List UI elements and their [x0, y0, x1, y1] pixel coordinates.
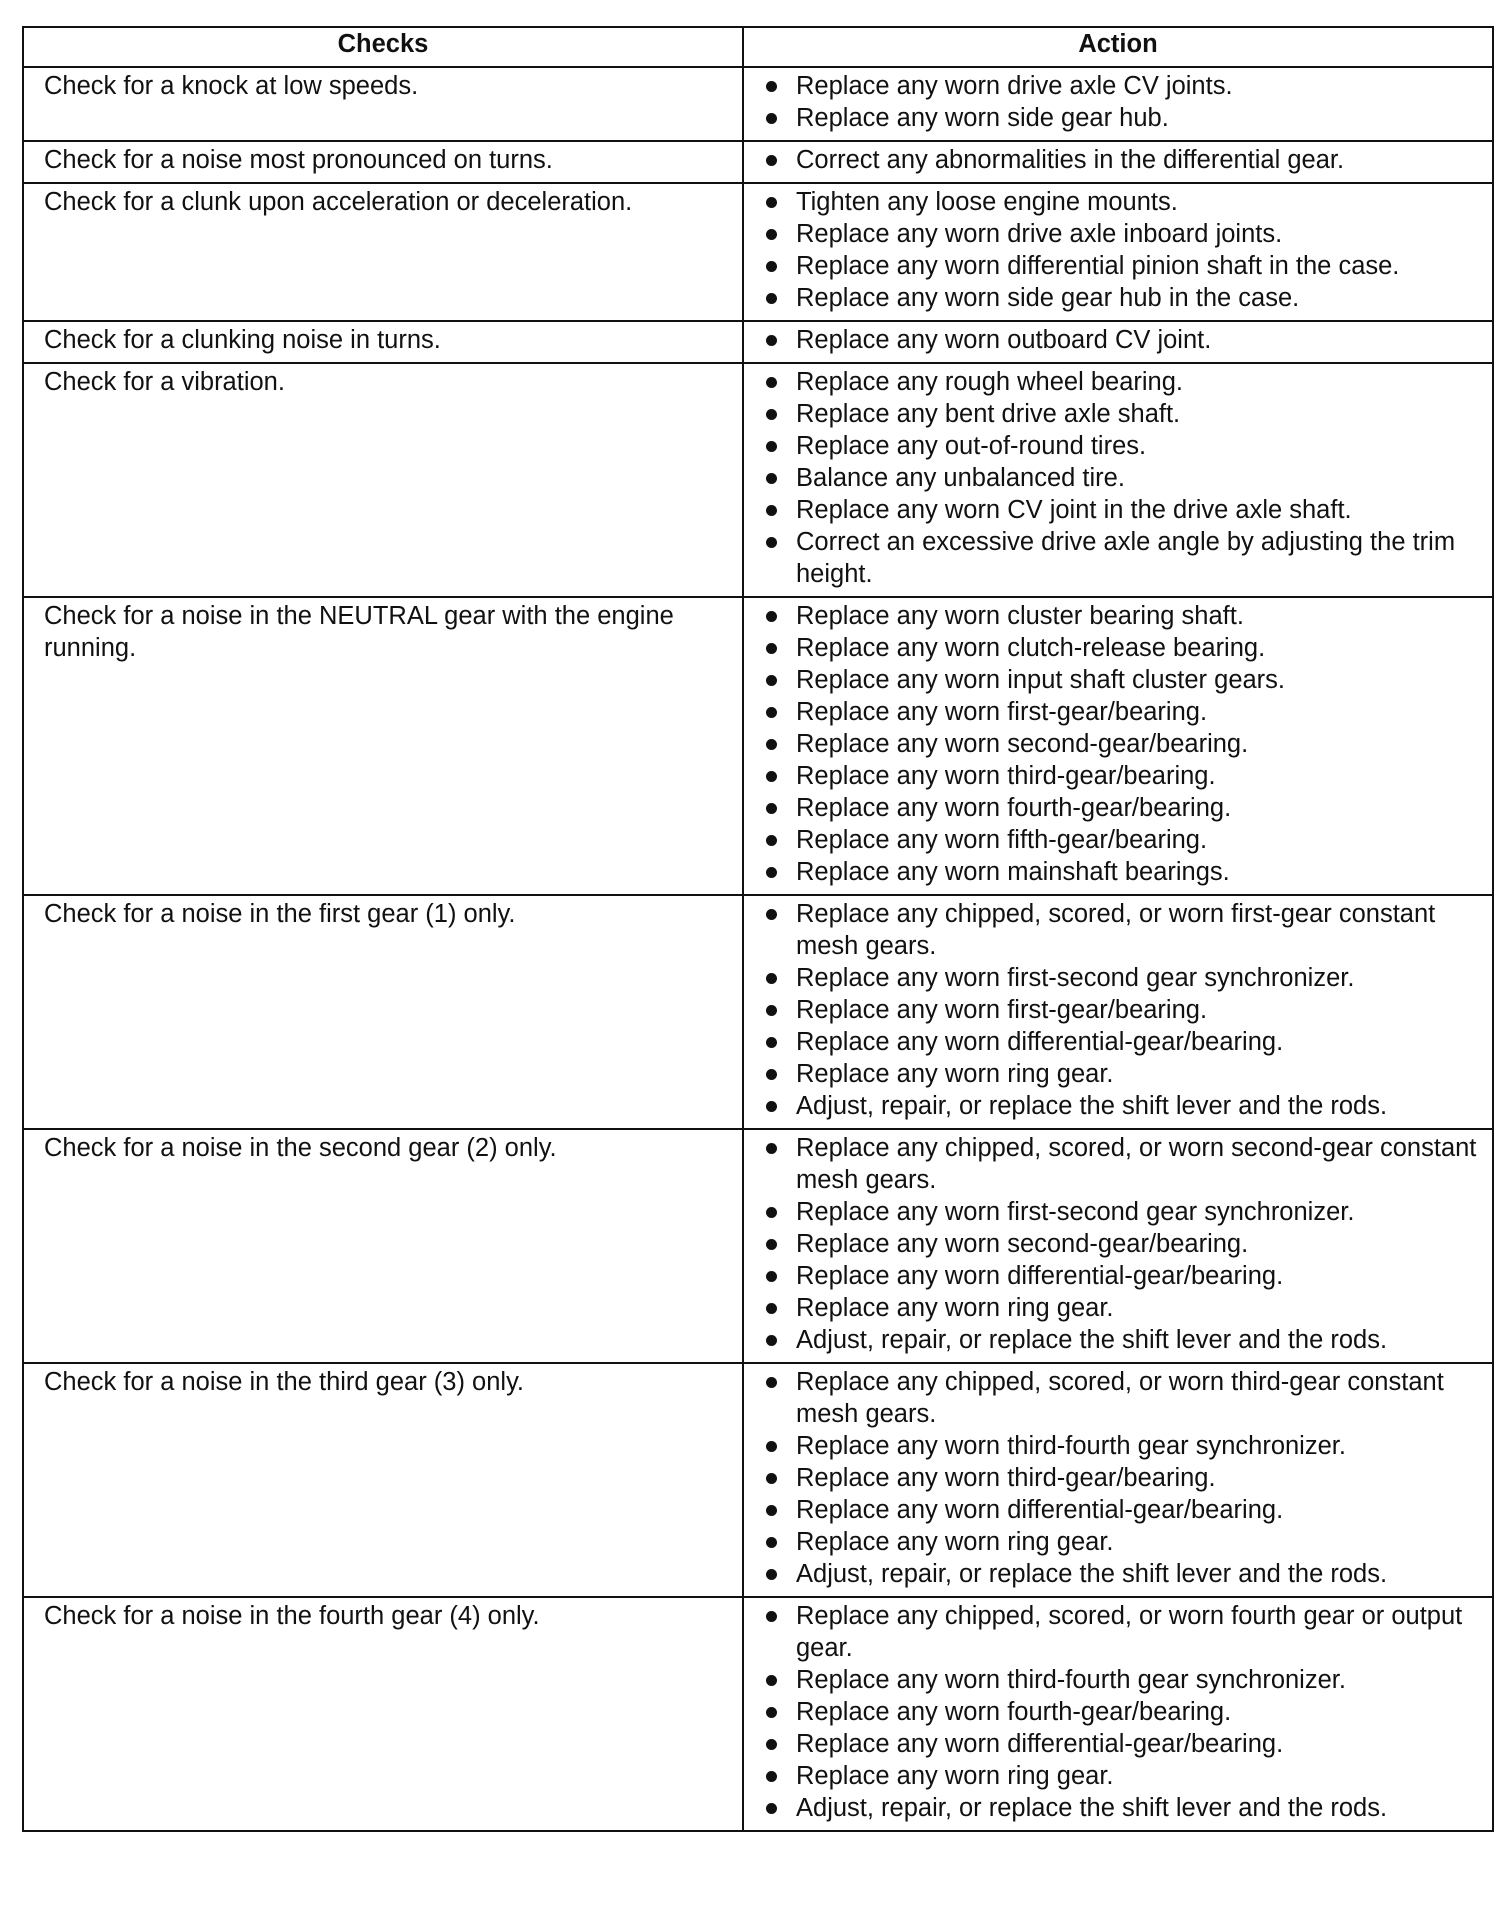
action-item: Replace any worn outboard CV joint.: [762, 324, 1482, 356]
action-item: Replace any worn drive axle inboard joints.: [762, 218, 1482, 250]
action-item: Replace any worn side gear hub in the case.: [762, 282, 1482, 314]
action-item: Replace any chipped, scored, or worn fourth gear or output gear.: [762, 1600, 1482, 1664]
action-item: Correct an excessive drive axle angle by adjusting the trim height.: [762, 526, 1482, 590]
action-cell: [743, 183, 1493, 321]
action-item: Replace any worn first-gear/bearing.: [762, 994, 1482, 1026]
action-item: Replace any worn drive axle CV joints.: [762, 70, 1482, 102]
header-checks: Checks: [23, 27, 743, 67]
action-item: Replace any worn first-second gear synchronizer.: [762, 962, 1482, 994]
action-item: Replace any worn first-second gear synchronizer.: [762, 1196, 1482, 1228]
action-item: Replace any worn differential pinion shaft in the case.: [762, 250, 1482, 282]
header-row: [23, 27, 1493, 67]
check-cell: Check for a knock at low speeds.: [23, 67, 743, 141]
action-item: Replace any worn clutch-release bearing.: [762, 632, 1482, 664]
action-list: [762, 898, 1482, 1122]
check-cell: Check for a noise in the fourth gear (4) only.: [23, 1597, 743, 1831]
action-list: [762, 324, 1482, 356]
action-item: Adjust, repair, or replace the shift lever and the rods.: [762, 1558, 1482, 1590]
action-list: [762, 600, 1482, 888]
action-item: Replace any worn third-fourth gear synchronizer.: [762, 1430, 1482, 1462]
action-cell: [743, 67, 1493, 141]
action-list: [762, 144, 1482, 176]
diagnostic-table-container: [22, 26, 1492, 1832]
action-item: Adjust, repair, or replace the shift lever and the rods.: [762, 1324, 1482, 1356]
table-row: [23, 183, 1493, 321]
action-item: Replace any worn fifth-gear/bearing.: [762, 824, 1482, 856]
table-row: [23, 321, 1493, 363]
table-row: [23, 67, 1493, 141]
action-item: Replace any worn cluster bearing shaft.: [762, 600, 1482, 632]
action-item: Balance any unbalanced tire.: [762, 462, 1482, 494]
action-list: [762, 1600, 1482, 1824]
action-list: [762, 1132, 1482, 1356]
action-item: Replace any worn ring gear.: [762, 1058, 1482, 1090]
action-item: Replace any worn fourth-gear/bearing.: [762, 792, 1482, 824]
action-item: Replace any rough wheel bearing.: [762, 366, 1482, 398]
action-item: Replace any chipped, scored, or worn second-gear constant mesh gears.: [762, 1132, 1482, 1196]
action-item: Replace any worn ring gear.: [762, 1526, 1482, 1558]
action-cell: [743, 1363, 1493, 1597]
action-list: [762, 186, 1482, 314]
action-item: Replace any worn CV joint in the drive axle shaft.: [762, 494, 1482, 526]
action-item: Replace any worn differential-gear/bearing.: [762, 1026, 1482, 1058]
action-item: Replace any worn first-gear/bearing.: [762, 696, 1482, 728]
table-row: [23, 1597, 1493, 1831]
check-cell: Check for a noise in the second gear (2) only.: [23, 1129, 743, 1363]
action-list: [762, 70, 1482, 134]
action-cell: [743, 321, 1493, 363]
action-item: Replace any out-of-round tires.: [762, 430, 1482, 462]
action-item: Replace any worn input shaft cluster gears.: [762, 664, 1482, 696]
action-item: Replace any bent drive axle shaft.: [762, 398, 1482, 430]
action-cell: [743, 1129, 1493, 1363]
action-item: Tighten any loose engine mounts.: [762, 186, 1482, 218]
check-cell: Check for a noise in the third gear (3) only.: [23, 1363, 743, 1597]
action-item: Replace any worn mainshaft bearings.: [762, 856, 1482, 888]
action-item: Replace any worn differential-gear/bearing.: [762, 1728, 1482, 1760]
table-row: [23, 1129, 1493, 1363]
action-item: Replace any worn ring gear.: [762, 1292, 1482, 1324]
action-item: Adjust, repair, or replace the shift lever and the rods.: [762, 1090, 1482, 1122]
action-item: Replace any worn third-gear/bearing.: [762, 1462, 1482, 1494]
table-row: [23, 597, 1493, 895]
table-row: [23, 363, 1493, 597]
action-item: Replace any worn third-gear/bearing.: [762, 760, 1482, 792]
action-item: Replace any chipped, scored, or worn first-gear constant mesh gears.: [762, 898, 1482, 962]
action-item: Replace any worn second-gear/bearing.: [762, 728, 1482, 760]
action-item: Replace any worn third-fourth gear synchronizer.: [762, 1664, 1482, 1696]
action-cell: [743, 363, 1493, 597]
action-item: Replace any chipped, scored, or worn third-gear constant mesh gears.: [762, 1366, 1482, 1430]
table-header: [23, 27, 1493, 67]
action-item: Replace any worn second-gear/bearing.: [762, 1228, 1482, 1260]
check-cell: Check for a vibration.: [23, 363, 743, 597]
table-row: [23, 1363, 1493, 1597]
action-item: Adjust, repair, or replace the shift lever and the rods.: [762, 1792, 1482, 1824]
diagnostic-table: [22, 26, 1494, 1832]
action-item: Correct any abnormalities in the differential gear.: [762, 144, 1482, 176]
action-list: [762, 1366, 1482, 1590]
action-cell: [743, 895, 1493, 1129]
header-action: Action: [743, 27, 1493, 67]
action-list: [762, 366, 1482, 590]
table-row: [23, 141, 1493, 183]
check-cell: Check for a noise in the NEUTRAL gear with the engine running.: [23, 597, 743, 895]
check-cell: Check for a noise in the first gear (1) only.: [23, 895, 743, 1129]
action-item: Replace any worn ring gear.: [762, 1760, 1482, 1792]
action-cell: [743, 1597, 1493, 1831]
action-cell: [743, 597, 1493, 895]
action-item: Replace any worn side gear hub.: [762, 102, 1482, 134]
action-cell: [743, 141, 1493, 183]
table-row: [23, 895, 1493, 1129]
check-cell: Check for a clunking noise in turns.: [23, 321, 743, 363]
action-item: Replace any worn differential-gear/bearing.: [762, 1260, 1482, 1292]
check-cell: Check for a noise most pronounced on turns.: [23, 141, 743, 183]
action-item: Replace any worn differential-gear/bearing.: [762, 1494, 1482, 1526]
check-cell: Check for a clunk upon acceleration or deceleration.: [23, 183, 743, 321]
table-body: [23, 67, 1493, 1831]
action-item: Replace any worn fourth-gear/bearing.: [762, 1696, 1482, 1728]
